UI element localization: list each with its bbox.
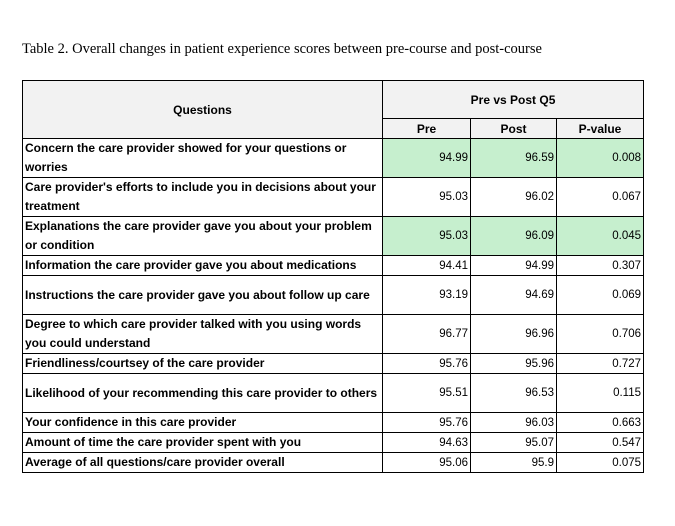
pre-cell: 95.76 xyxy=(383,354,471,374)
post-cell: 96.02 xyxy=(471,178,557,217)
table-row xyxy=(23,354,644,374)
pre-cell: 94.41 xyxy=(383,256,471,276)
p-value-cell: 0.727 xyxy=(557,354,644,374)
p-value-cell: 0.067 xyxy=(557,178,644,217)
pre-cell: 95.03 xyxy=(383,217,471,256)
question-cell: Friendliness/courtsey of the care provider xyxy=(23,354,383,374)
pre-cell: 95.76 xyxy=(383,413,471,433)
p-value-cell: 0.069 xyxy=(557,276,644,315)
question-cell: Instructions the care provider gave you about follow up care xyxy=(23,276,383,315)
p-value-cell: 0.307 xyxy=(557,256,644,276)
post-cell: 94.69 xyxy=(471,276,557,315)
table-row xyxy=(23,178,644,217)
question-cell: Information the care provider gave you about medications xyxy=(23,256,383,276)
post-cell: 96.96 xyxy=(471,315,557,354)
table-row xyxy=(23,139,644,178)
post-cell: 95.07 xyxy=(471,433,557,453)
p-value-cell: 0.075 xyxy=(557,453,644,473)
question-cell: Concern the care provider showed for your questions or worries xyxy=(23,139,383,178)
table-row xyxy=(23,413,644,433)
pre-cell: 94.99 xyxy=(383,139,471,178)
questions-header: Questions xyxy=(23,81,383,139)
table-row xyxy=(23,256,644,276)
p-value-header: P-value xyxy=(557,119,644,139)
post-cell: 96.09 xyxy=(471,217,557,256)
patient-experience-table xyxy=(22,80,644,473)
group-header: Pre vs Post Q5 xyxy=(383,81,644,119)
post-cell: 96.53 xyxy=(471,374,557,413)
pre-cell: 94.63 xyxy=(383,433,471,453)
question-cell: Explanations the care provider gave you about your problem or condition xyxy=(23,217,383,256)
pre-cell: 95.06 xyxy=(383,453,471,473)
question-cell: Likelihood of your recommending this care provider to others xyxy=(23,374,383,413)
post-cell: 95.96 xyxy=(471,354,557,374)
question-cell: Amount of time the care provider spent with you xyxy=(23,433,383,453)
p-value-cell: 0.706 xyxy=(557,315,644,354)
post-cell: 95.9 xyxy=(471,453,557,473)
pre-cell: 95.03 xyxy=(383,178,471,217)
table-row xyxy=(23,276,644,315)
p-value-cell: 0.008 xyxy=(557,139,644,178)
p-value-cell: 0.547 xyxy=(557,433,644,453)
table-row xyxy=(23,217,644,256)
pre-header: Pre xyxy=(383,119,471,139)
post-cell: 94.99 xyxy=(471,256,557,276)
question-cell: Average of all questions/care provider overall xyxy=(23,453,383,473)
post-cell: 96.03 xyxy=(471,413,557,433)
table-caption: Table 2. Overall changes in patient experience scores between pre-course and post-course xyxy=(22,41,542,57)
table-row xyxy=(23,433,644,453)
question-cell: Care provider's efforts to include you in decisions about your treatment xyxy=(23,178,383,217)
p-value-cell: 0.115 xyxy=(557,374,644,413)
table-row xyxy=(23,374,644,413)
p-value-cell: 0.663 xyxy=(557,413,644,433)
p-value-cell: 0.045 xyxy=(557,217,644,256)
question-cell: Degree to which care provider talked with you using words you could understand xyxy=(23,315,383,354)
pre-cell: 95.51 xyxy=(383,374,471,413)
post-cell: 96.59 xyxy=(471,139,557,178)
question-cell: Your confidence in this care provider xyxy=(23,413,383,433)
post-header: Post xyxy=(471,119,557,139)
pre-cell: 96.77 xyxy=(383,315,471,354)
table-row xyxy=(23,453,644,473)
pre-cell: 93.19 xyxy=(383,276,471,315)
table-row xyxy=(23,315,644,354)
